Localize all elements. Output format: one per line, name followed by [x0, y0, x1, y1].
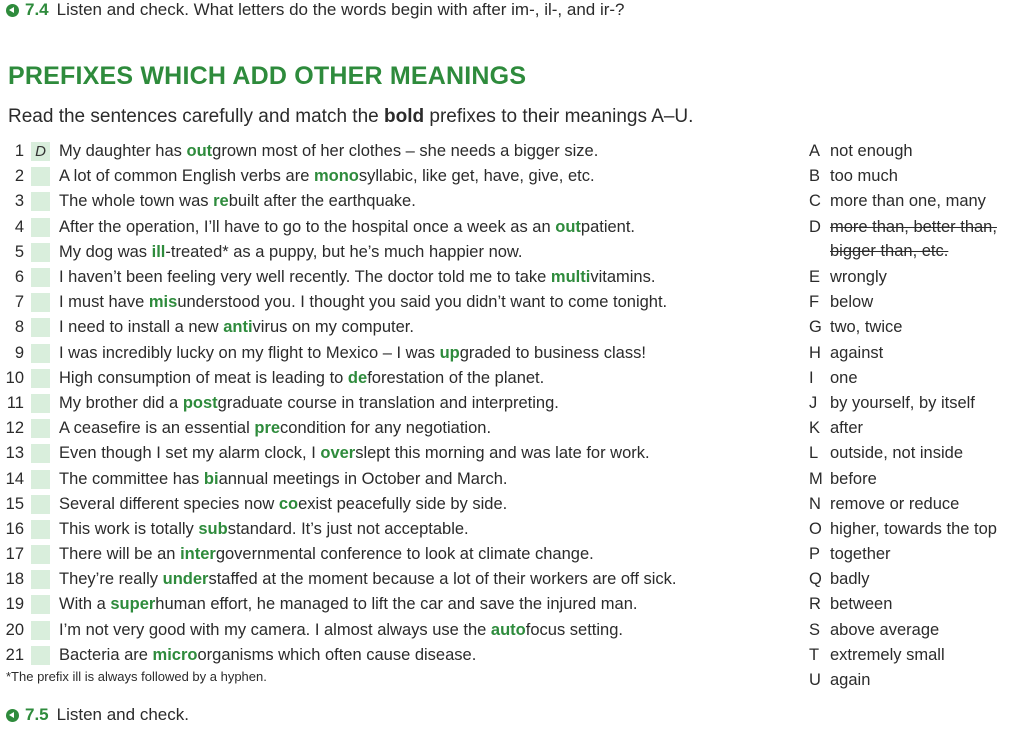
sentence-text-start: My brother did a	[59, 393, 183, 412]
bold-prefix: re	[213, 192, 229, 211]
instruction-text: Read the sentences carefully and match the	[8, 106, 385, 127]
sentence-text	[59, 419, 491, 438]
sentence-row	[0, 290, 800, 315]
bold-prefix: co	[278, 494, 299, 513]
sentence-row	[0, 265, 800, 290]
exercise-instruction	[8, 106, 693, 128]
bold-prefix: bi	[203, 469, 219, 488]
answer-box[interactable]	[31, 419, 50, 438]
answer-box[interactable]	[31, 570, 50, 589]
meaning-row	[809, 542, 1032, 567]
sentence-text-end: graded to business class!	[459, 343, 646, 362]
sentence-number: 8	[14, 318, 24, 337]
meaning-text: wrongly	[830, 268, 887, 287]
sentence-row	[0, 517, 800, 542]
sentence-text-end: focus setting.	[525, 620, 623, 639]
sentence-text-start: I must have	[59, 293, 149, 312]
sentence-text	[59, 570, 677, 589]
meaning-row	[809, 618, 1032, 643]
sentence-text-start: This work is totally	[59, 519, 199, 538]
meaning-text: after	[830, 419, 864, 438]
audio-instruction-text: Listen and check. What letters do the words begin with after im-, il-, and ir-?	[56, 0, 625, 19]
speaker-icon[interactable]	[6, 4, 19, 17]
sentence-number: 19	[5, 595, 24, 614]
sentence-text-end: organisms which often cause disease.	[197, 645, 477, 664]
meaning-letter: M	[809, 469, 823, 488]
sentence-number: 1	[14, 142, 24, 161]
meaning-text: higher, towards the top	[830, 519, 997, 538]
sentence-text	[59, 369, 544, 388]
sentence-text	[59, 293, 667, 312]
meaning-row	[809, 366, 1032, 391]
sentence-number: 20	[5, 620, 24, 639]
sentence-number: 15	[5, 494, 24, 513]
answer-box[interactable]	[31, 369, 50, 388]
instruction-bold-word: bold	[384, 106, 425, 127]
sentence-row	[0, 366, 800, 391]
answer-box[interactable]	[31, 192, 50, 211]
meaning-letter: L	[809, 444, 819, 463]
sentence-text-start: My dog was	[59, 242, 152, 261]
meaning-text: outside, not inside	[830, 444, 964, 463]
meaning-letter: E	[809, 268, 821, 287]
meaning-row	[809, 315, 1032, 340]
sentence-text-start: I need to install a new	[59, 318, 224, 337]
sentence-text	[59, 520, 469, 539]
sentence-number: 11	[6, 393, 24, 412]
meaning-letter: P	[809, 545, 821, 564]
sentence-text	[59, 444, 650, 463]
meaning-text: one	[830, 368, 858, 387]
meaning-letter: S	[809, 620, 821, 639]
answer-box[interactable]	[31, 394, 50, 413]
sentence-text-end: grown most of her clothes – she needs a bigger size.	[212, 142, 599, 161]
bold-prefix: anti	[223, 318, 253, 337]
sentence-text-end: built after the earthquake.	[228, 192, 416, 211]
bold-prefix: auto	[490, 620, 526, 639]
sentence-row	[0, 139, 800, 164]
sentence-text	[59, 243, 523, 262]
meaning-row	[809, 416, 1032, 441]
sentence-text-start: A ceasefire is an essential	[59, 419, 255, 438]
sentence-row	[0, 567, 800, 592]
sentence-text-end: vitamins.	[590, 268, 656, 287]
answer-box[interactable]	[31, 344, 50, 363]
meaning-list	[809, 139, 1032, 693]
meaning-text: below	[830, 293, 874, 312]
sentence-row	[0, 391, 800, 416]
meaning-row	[809, 567, 1032, 592]
sentence-text-end: staffed at the moment because a lot of their workers are off sick.	[208, 570, 677, 589]
sentence-text	[59, 394, 559, 413]
meaning-text: more than one, many	[830, 192, 986, 211]
sentence-row	[0, 592, 800, 617]
sentence-text-start: There will be an	[59, 545, 181, 564]
sentence-text-start: Even though I set my alarm clock, I	[59, 444, 321, 463]
sentence-number: 17	[5, 545, 24, 564]
sentence-text	[59, 470, 507, 489]
sentence-text-start: High consumption of meat is leading to	[59, 368, 348, 387]
meaning-letter: R	[809, 595, 821, 614]
bold-prefix: de	[347, 368, 368, 387]
bold-prefix: super	[110, 595, 156, 614]
sentence-text-end: standard. It’s just not acceptable.	[227, 519, 469, 538]
meaning-row	[809, 164, 1032, 189]
bold-prefix: out	[555, 217, 581, 236]
sentence-number: 12	[5, 419, 24, 438]
sentence-text-start: They’re really	[59, 570, 163, 589]
sentence-text	[59, 192, 416, 211]
bold-prefix: mis	[148, 293, 178, 312]
sentence-text-end: syllabic, like get, have, give, etc.	[358, 167, 595, 186]
meaning-text: too much	[830, 167, 898, 186]
sentence-text-end: human effort, he managed to lift the car and save the injured man.	[155, 595, 638, 614]
section-title: PREFIXES WHICH ADD OTHER MEANINGS	[8, 62, 527, 90]
sentence-number: 2	[14, 167, 24, 186]
sentence-text	[59, 495, 507, 514]
sentence-row	[0, 416, 800, 441]
meaning-text: remove or reduce	[830, 494, 960, 513]
answer-box[interactable]	[31, 595, 50, 614]
sentence-text	[59, 218, 635, 237]
meaning-letter: O	[809, 519, 822, 538]
meaning-letter: A	[809, 142, 821, 161]
sentence-row	[0, 466, 800, 491]
meaning-row	[809, 265, 1032, 290]
answer-box[interactable]	[31, 243, 50, 262]
sentence-text-end: -treated* as a puppy, but he’s much happier now.	[165, 242, 523, 261]
track-number: 7.4	[25, 0, 49, 19]
sentence-text-start: I’m not very good with my camera. I almost always use the	[59, 620, 491, 639]
footnote: *The prefix ill is always followed by a hyphen.	[6, 669, 267, 684]
answer-box[interactable]	[31, 495, 50, 514]
answer-box[interactable]	[31, 520, 50, 539]
sentence-number: 16	[5, 519, 24, 538]
sentence-row	[0, 215, 800, 240]
sentence-text-end: virus on my computer.	[252, 318, 414, 337]
meaning-row	[809, 139, 1032, 164]
sentence-text	[59, 268, 655, 287]
sentence-number: 6	[14, 268, 24, 287]
bold-prefix: sub	[198, 519, 228, 538]
meaning-row	[809, 391, 1032, 416]
answer-box[interactable]	[31, 318, 50, 337]
answer-box[interactable]	[31, 646, 50, 665]
meaning-letter: N	[809, 494, 821, 513]
bold-prefix: inter	[180, 545, 216, 564]
meaning-letter: D	[809, 217, 821, 236]
sentence-text-start: After the operation, I’ll have to go to the hospital once a week as an	[59, 217, 556, 236]
audio-instruction-top	[6, 0, 625, 20]
sentence-text-end: annual meetings in October and March.	[218, 469, 508, 488]
meaning-row	[809, 517, 1032, 542]
sentence-text	[59, 646, 476, 665]
sentence-text-end: governmental conference to look at climate change.	[215, 545, 594, 564]
sentence-row	[0, 643, 800, 668]
sentence-text	[59, 167, 595, 186]
meaning-row	[809, 215, 1032, 265]
sentence-row	[0, 492, 800, 517]
meaning-text: against	[830, 343, 884, 362]
meaning-text: by yourself, by itself	[830, 393, 975, 412]
sentence-number: 10	[5, 368, 24, 387]
sentence-text	[59, 318, 414, 337]
track-number: 7.5	[25, 705, 49, 724]
meaning-letter: Q	[809, 570, 822, 589]
sentence-text-start: I haven’t been feeling very well recently. The doctor told me to take	[59, 268, 551, 287]
sentence-text	[59, 621, 623, 640]
sentence-text-end: condition for any negotiation.	[280, 419, 492, 438]
meaning-text: two, twice	[830, 318, 903, 337]
sentence-row	[0, 164, 800, 189]
bold-prefix: over	[320, 444, 356, 463]
meaning-text: between	[830, 595, 893, 614]
sentence-text	[59, 142, 598, 161]
audio-instruction-text: Listen and check.	[56, 705, 189, 724]
bold-prefix: out	[186, 142, 213, 161]
meaning-row	[809, 643, 1032, 668]
sentence-text-start: The whole town was	[59, 192, 214, 211]
sentence-row	[0, 240, 800, 265]
meaning-row	[809, 466, 1032, 491]
meaning-row	[809, 441, 1032, 466]
sentence-number: 14	[5, 469, 24, 488]
instruction-text-end: prefixes to their meanings A–U.	[424, 106, 694, 127]
sentence-row	[0, 441, 800, 466]
bold-prefix: mono	[313, 167, 359, 186]
sentence-row	[0, 341, 800, 366]
sentence-text-start: My daughter has	[59, 142, 187, 161]
meaning-row	[809, 189, 1032, 214]
meaning-letter: K	[809, 419, 821, 438]
answer-box[interactable]	[31, 293, 50, 312]
sentence-text	[59, 344, 646, 363]
sentence-text-end: graduate course in translation and interpreting.	[217, 393, 559, 412]
meaning-row	[809, 592, 1032, 617]
meaning-text: badly	[830, 570, 870, 589]
meaning-row	[809, 341, 1032, 366]
meaning-text: above average	[830, 620, 940, 639]
speaker-icon[interactable]	[6, 709, 19, 722]
meaning-letter: J	[809, 393, 818, 412]
sentence-number: 3	[14, 192, 24, 211]
meaning-text: not enough	[830, 142, 913, 161]
answer-box[interactable]	[31, 621, 50, 640]
meaning-letter: C	[809, 192, 821, 211]
sentence-text	[59, 545, 594, 564]
bold-prefix: micro	[152, 645, 198, 664]
bold-prefix: ill	[151, 242, 166, 261]
meaning-letter: H	[809, 343, 821, 362]
sentence-text-start: A lot of common English verbs are	[59, 167, 314, 186]
sentence-text-start: I was incredibly lucky on my flight to Mexico – I was	[59, 343, 440, 362]
sentence-text-end: forestation of the planet.	[367, 368, 545, 387]
meaning-text: again	[830, 671, 871, 690]
meaning-text: extremely small	[830, 645, 945, 664]
sentence-text-start: Several different species now	[59, 494, 279, 513]
meaning-row	[809, 290, 1032, 315]
sentence-text	[59, 595, 637, 614]
sentence-number: 21	[5, 645, 24, 664]
sentence-number: 7	[14, 293, 24, 312]
meaning-text: together	[830, 545, 891, 564]
meaning-text: before	[830, 469, 877, 488]
sentence-row	[0, 315, 800, 340]
meaning-letter: G	[809, 318, 822, 337]
answer-box[interactable]	[31, 545, 50, 564]
sentence-number: 9	[14, 343, 24, 362]
bold-prefix: up	[439, 343, 460, 362]
answer-box[interactable]	[31, 218, 50, 237]
sentence-row	[0, 618, 800, 643]
sentence-number: 18	[5, 570, 24, 589]
answer-box[interactable]	[31, 444, 50, 463]
sentence-number: 4	[14, 217, 24, 236]
answer-box[interactable]	[31, 268, 50, 287]
meaning-letter: U	[809, 671, 821, 690]
sentence-number: 5	[14, 242, 24, 261]
sentence-text-start: With a	[59, 595, 111, 614]
answer-box[interactable]: D	[31, 142, 50, 161]
sentence-list	[0, 139, 800, 668]
audio-instruction-bottom	[6, 705, 189, 725]
bold-prefix: post	[182, 393, 218, 412]
sentence-text-end: patient.	[580, 217, 636, 236]
sentence-row	[0, 542, 800, 567]
meaning-row	[809, 492, 1032, 517]
meaning-letter: T	[809, 645, 820, 664]
bold-prefix: under	[162, 570, 209, 589]
bold-prefix: multi	[550, 268, 591, 287]
sentence-row	[0, 189, 800, 214]
meaning-letter: B	[809, 167, 821, 186]
meaning-letter: I	[809, 368, 814, 387]
sentence-text-end: exist peacefully side by side.	[298, 494, 508, 513]
sentence-number: 13	[5, 444, 24, 463]
meaning-letter: F	[809, 293, 820, 312]
answer-box[interactable]	[31, 470, 50, 489]
meaning-row	[809, 668, 1032, 693]
sentence-text-start: The committee has	[59, 469, 204, 488]
bold-prefix: pre	[254, 419, 281, 438]
sentence-text-start: Bacteria are	[59, 645, 153, 664]
meaning-text: more than, better than, bigger than, etc.	[830, 217, 997, 260]
sentence-text-end: understood you. I thought you said you didn’t want to come tonight.	[177, 293, 668, 312]
sentence-text-end: slept this morning and was late for work.	[355, 444, 650, 463]
answer-box[interactable]	[31, 167, 50, 186]
